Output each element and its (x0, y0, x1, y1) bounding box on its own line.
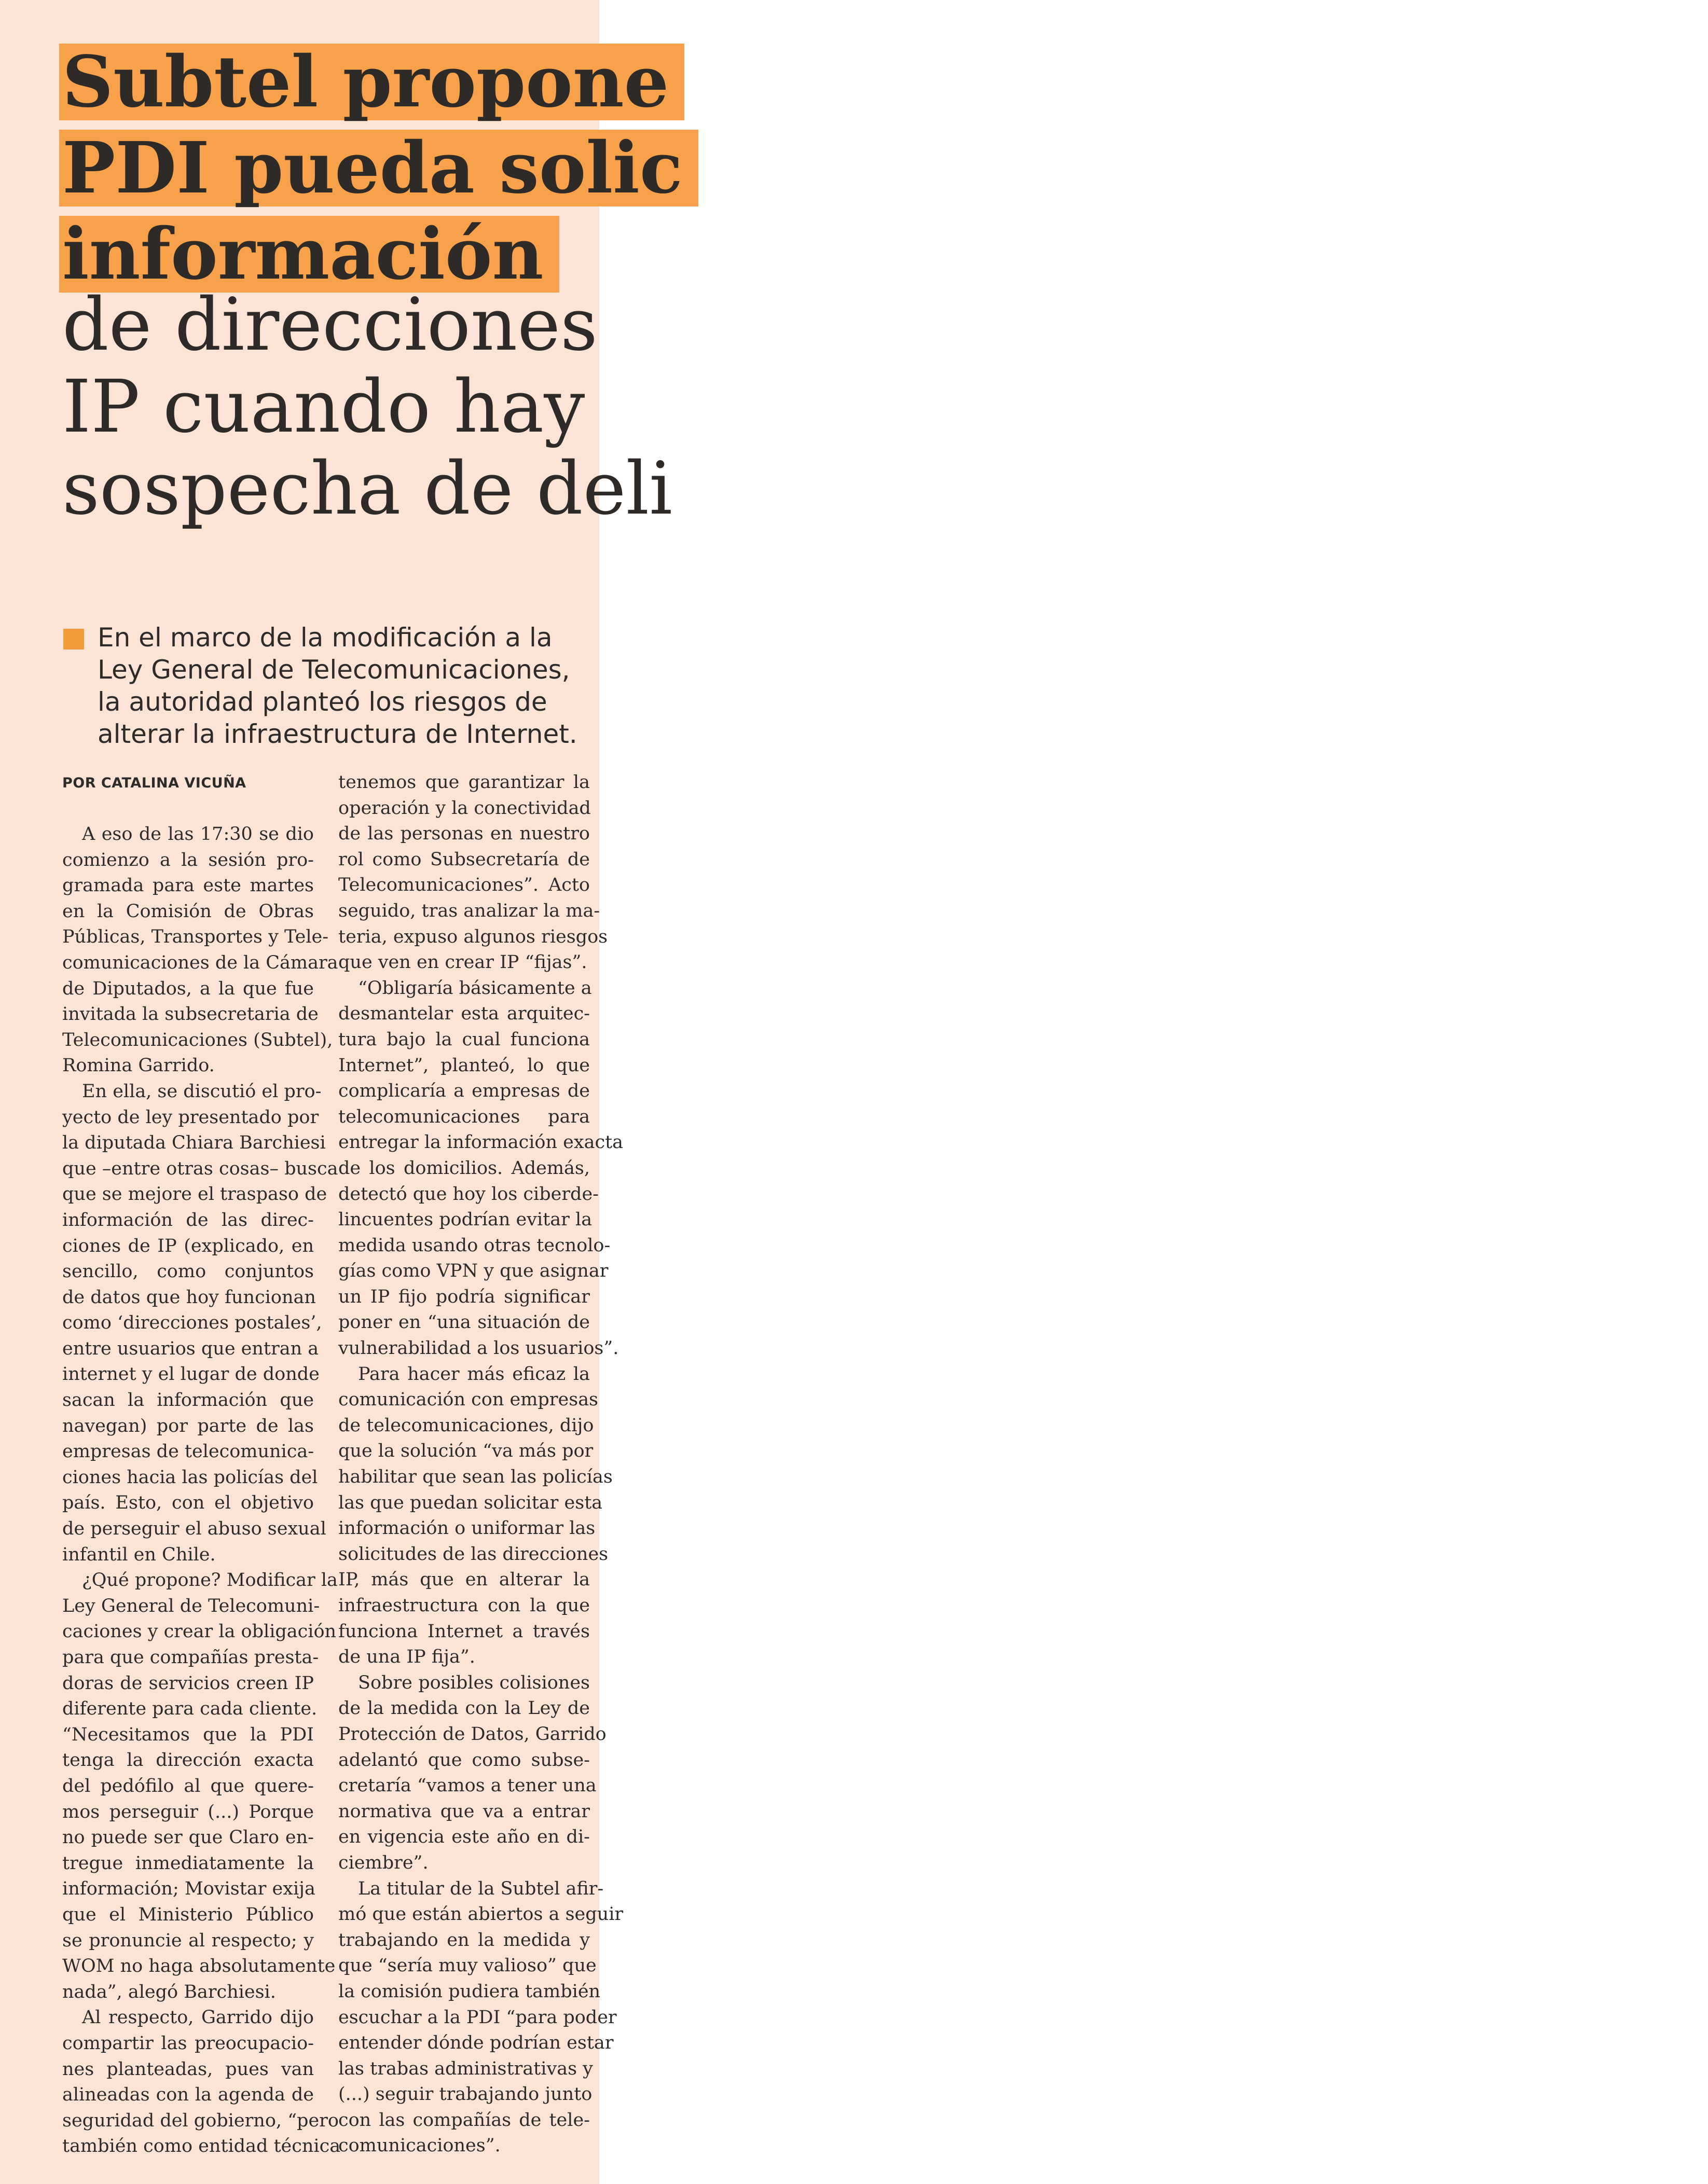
lead-line: alterar la infraestructura de Internet. (98, 719, 577, 749)
body-text-line: Ley General de Telecomuni- (62, 1595, 320, 1616)
body-text-line: ciembre”. (338, 1852, 429, 1873)
body-text-line: empresas de telecomunica- (62, 1441, 314, 1462)
body-text-line: gramada para este martes (62, 875, 314, 896)
body-text-line: que ven en crear IP “fijas”. (338, 952, 587, 973)
body-text-line: invitada la subsecretaria de (62, 1004, 319, 1025)
body-text-line: tenga la dirección exacta (62, 1750, 314, 1771)
body-text-line: infraestructura con la que (338, 1595, 590, 1616)
headline-continuation (62, 284, 841, 530)
body-text-line: complicaría a empresas de (338, 1081, 590, 1102)
body-text-line: comunicaciones de la Cámara (62, 952, 338, 973)
body-text-line: la comisión pudiera también (338, 1981, 601, 2002)
body-text-line: de Diputados, a la que fue (62, 978, 314, 999)
body-text-line: detectó que hoy los ciberde- (338, 1183, 599, 1205)
body-text-line: que se mejore el traspaso de (62, 1184, 327, 1205)
body-column-2 (338, 770, 624, 2159)
body-text-line: comunicaciones”. (338, 2135, 501, 2157)
body-text-line: vulnerabilidad a los usuarios”. (338, 1338, 619, 1359)
body-text-line: las trabas administrativas y (338, 2058, 593, 2079)
body-text-line: En ella, se discutió el pro- (82, 1081, 322, 1102)
body-text-line: de los domicilios. Además, (338, 1157, 590, 1179)
body-text-line: que el Ministerio Público (62, 1904, 314, 1925)
lead-line: En el marco de la modificación a la (98, 623, 553, 653)
body-column-1 (62, 822, 341, 2160)
body-text-line: ciones hacia las policías del (62, 1467, 318, 1488)
body-text-line: medida usando otras tecnolo- (338, 1235, 611, 1256)
headline-line: de direcciones (62, 283, 598, 367)
body-text-line: Internet”, planteó, lo que (338, 1055, 590, 1076)
body-text-line: A eso de las 17:30 se dio (82, 824, 314, 845)
body-text-line: sacan la información que (62, 1390, 314, 1411)
body-text-line: un IP fijo podría significar (338, 1286, 590, 1307)
body-text-line: infantil en Chile. (62, 1544, 216, 1565)
body-text-line: también como entidad técnica (62, 2136, 341, 2157)
body-text-line: poner en “una situación de (338, 1312, 590, 1333)
body-text-line: Al respecto, Garrido dijo (82, 2007, 314, 2028)
article-clipping (0, 0, 683, 2184)
body-text-line: rol como Subsecretaría de (338, 849, 590, 870)
body-text-line: Sobre posibles colisiones (358, 1672, 590, 1693)
body-text-line: se pronuncie al respecto; y (62, 1930, 314, 1951)
body-text-line: tenemos que garantizar la (338, 772, 590, 793)
body-text-line: adelantó que como subse- (338, 1749, 590, 1771)
body-text-line: telecomunicaciones para (338, 1106, 590, 1127)
body-text-line: escuchar a la PDI “para poder (338, 2007, 617, 2028)
lead-text (98, 621, 593, 750)
headline-line: PDI pueda solic (59, 130, 698, 206)
body-text-line: en la Comisión de Obras (62, 901, 314, 922)
body-text-line: de perseguir el abuso sexual (62, 1518, 326, 1540)
body-text-line: entre usuarios que entran a (62, 1338, 319, 1359)
body-text-line: lincuentes podrían evitar la (338, 1209, 593, 1231)
body-text-line: con las compañías de tele- (338, 2109, 590, 2131)
body-text-line: de una IP fija”. (338, 1647, 475, 1668)
body-text-line: información; Movistar exija (62, 1878, 315, 1900)
headline-line: información (59, 216, 559, 293)
lead-line: la autoridad planteó los riesgos de (98, 687, 547, 717)
body-text-line: comunicación con empresas (338, 1389, 599, 1411)
body-text-line: “Necesitamos que la PDI (62, 1724, 314, 1745)
body-text-line: la diputada Chiara Barchiesi (62, 1132, 326, 1154)
body-text-line: Romina Garrido. (62, 1055, 215, 1076)
body-text-line: país. Esto, con el objetivo (62, 1492, 314, 1514)
body-text-line: tregue inmediatamente la (62, 1853, 314, 1874)
body-text-line: La titular de la Subtel afir- (358, 1878, 604, 1899)
body-text-line: caciones y crear la obligación (62, 1621, 337, 1642)
body-text-line: nes planteadas, pues van (62, 2058, 314, 2080)
body-text-line: trabajando en la medida y (338, 1929, 590, 1951)
body-text-line: comienzo a la sesión pro- (62, 849, 314, 870)
body-text-line: de telecomunicaciones, dijo (338, 1415, 594, 1436)
headline-line: Subtel propone (59, 44, 684, 120)
body-text-line: mó que están abiertos a seguir (338, 1904, 624, 1925)
lead-paragraph (63, 621, 593, 750)
body-text-line: operación y la conectividad (338, 797, 591, 819)
body-text-line: del pedófilo al que quere- (62, 1775, 314, 1796)
body-text-line: información de las direc- (62, 1209, 314, 1231)
body-text-line: mos perseguir (...) Porque (62, 1801, 314, 1822)
body-text-line: como ‘direcciones postales’, (62, 1312, 322, 1334)
body-text-line: Protección de Datos, Garrido (338, 1723, 607, 1745)
body-text-line: Telecomunicaciones (Subtel), (62, 1029, 333, 1050)
body-text-line: que “sería muy valioso” que (338, 1955, 597, 1976)
body-text-line: Para hacer más eficaz la (358, 1363, 590, 1385)
body-text-line: doras de servicios creen IP (62, 1672, 314, 1694)
body-text-line: “Obligaría básicamente a (358, 977, 592, 999)
body-text-line: que –entre otras cosas– busca (62, 1158, 338, 1179)
body-text-line: Telecomunicaciones”. Acto (338, 875, 590, 896)
lead-line: Ley General de Telecomunicaciones, (98, 655, 570, 685)
byline: POR CATALINA VICUÑA (62, 775, 246, 791)
body-text-line: entregar la información exacta (338, 1132, 624, 1153)
body-text-line: para que compañías presta- (62, 1647, 319, 1668)
body-text-line: funciona Internet a través (338, 1621, 590, 1642)
body-text-line: información o uniformar las (338, 1518, 596, 1539)
body-text-line: de la medida con la Ley de (338, 1698, 590, 1719)
body-text-line: seguridad del gobierno, “pero (62, 2110, 339, 2131)
body-text-line: (...) seguir trabajando junto (338, 2084, 593, 2105)
body-text-line: internet y el lugar de donde (62, 1364, 320, 1385)
body-text-line: diferente para cada cliente. (62, 1698, 318, 1720)
body-text-line: entender dónde podrían estar (338, 2033, 614, 2054)
body-text-line: en vigencia este año en di- (338, 1827, 590, 1848)
body-text-line: sencillo, como conjuntos (62, 1261, 314, 1282)
body-text-line: compartir las preocupacio- (62, 2033, 314, 2054)
body-text-line: habilitar que sean las policías (338, 1467, 613, 1488)
body-text-line: las que puedan solicitar esta (338, 1492, 603, 1513)
body-text-line: de las personas en nuestro (338, 823, 590, 845)
body-text-line: normativa que va a entrar (338, 1801, 590, 1822)
body-text-line: yecto de ley presentado por (62, 1107, 319, 1128)
body-text-line: de datos que hoy funcionan (62, 1287, 316, 1308)
body-text-line: nada”, alegó Barchiesi. (62, 1981, 276, 2002)
body-text-line: seguido, tras analizar la ma- (338, 900, 600, 921)
body-text-line: navegan) por parte de las (62, 1415, 314, 1436)
body-text-line: gías como VPN y que asignar (338, 1261, 609, 1282)
body-text-line: ¿Qué propone? Modificar la (82, 1570, 338, 1591)
body-text-line: tura bajo la cual funciona (338, 1029, 590, 1050)
body-text-line: Públicas, Transportes y Tele- (62, 927, 329, 948)
body-text-line: cretaría “vamos a tener una (338, 1775, 597, 1796)
body-text-line: solicitudes de las direcciones (338, 1543, 609, 1565)
body-text-line: WOM no haga absolutamente (62, 1956, 336, 1977)
headline-highlighted (62, 40, 841, 299)
headline-line: IP cuando hay (62, 365, 585, 449)
body-text-line: teria, expuso algunos riesgos (338, 926, 608, 947)
body-text-line: desmantelar esta arquitec- (338, 1003, 590, 1025)
body-text-line: que la solución “va más por (338, 1441, 594, 1462)
headline-line: sospecha de deli (62, 447, 672, 531)
body-text-line: alineadas con la agenda de (62, 2084, 314, 2106)
orange-square-bullet-icon (63, 629, 84, 649)
body-text-line: ciones de IP (explicado, en (62, 1235, 314, 1256)
body-text-line: no puede ser que Claro en- (62, 1827, 314, 1848)
body-text-line: IP, más que en alterar la (338, 1569, 590, 1591)
